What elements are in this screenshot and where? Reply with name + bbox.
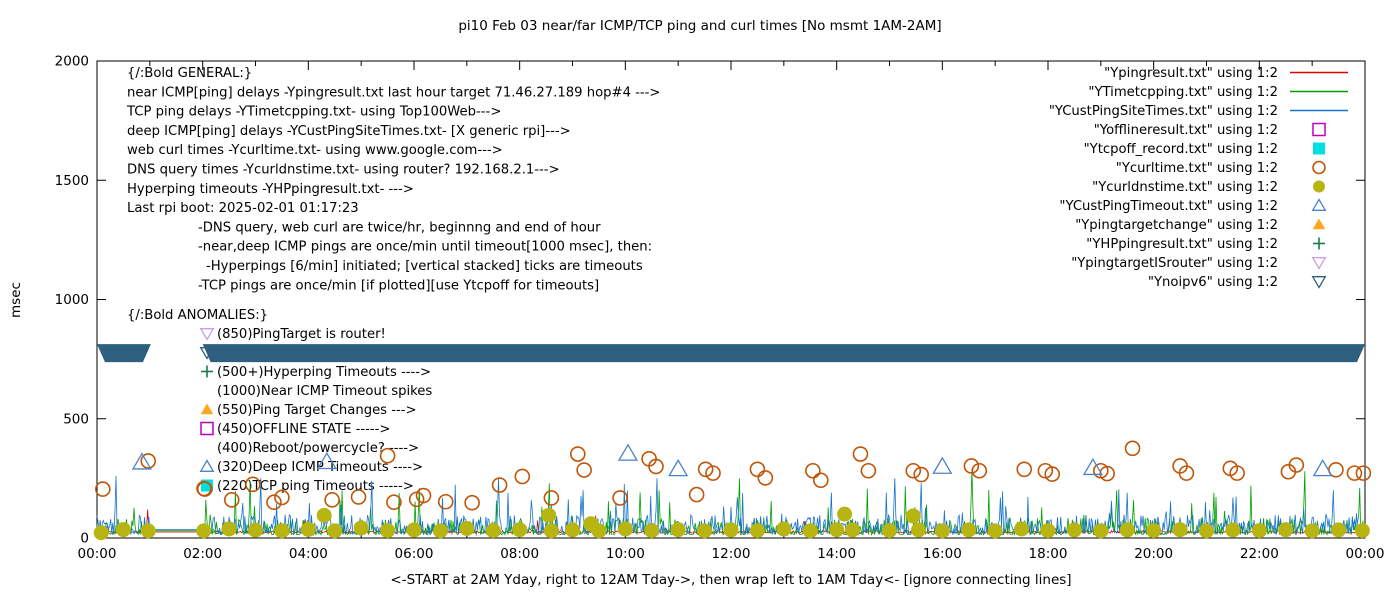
- legend-entry-label: "YHPpingresult.txt" using 1:2: [1086, 237, 1278, 252]
- marker-filled-circle: [1355, 523, 1370, 538]
- general-annotation-line: -near,deep ICMP pings are once/min until timeout[1000 msec], then:: [198, 239, 653, 255]
- band-Ynoipv6: [203, 344, 1365, 362]
- band-Ynoipv6: [97, 344, 151, 362]
- marker-filled-circle: [882, 523, 897, 538]
- marker-open-triangle-up: [1084, 459, 1102, 474]
- general-annotation-line: Hyperping timeouts -YHPpingresult.txt- --->: [127, 181, 414, 197]
- marker-filled-circle: [935, 523, 950, 538]
- circle-open: [1017, 462, 1031, 476]
- marker-filled-circle: [644, 523, 659, 538]
- circle-open: [861, 464, 875, 478]
- marker-open-circle: [1017, 462, 1031, 476]
- marker-open-circle: [814, 473, 828, 487]
- circle-filled: [541, 508, 556, 523]
- anomaly-label: (500+)Hyperping Timeouts ---->: [217, 365, 432, 380]
- marker-filled-circle: [1305, 523, 1320, 538]
- legend-entry-label: "YCustPingTimeout.txt" using 1:2: [1059, 199, 1278, 214]
- marker-filled-circle: [512, 522, 527, 537]
- marker-filled-circle: [1120, 522, 1135, 537]
- circle-open: [515, 469, 529, 483]
- marker-square-filled: [1313, 143, 1325, 155]
- circle-open: [325, 493, 339, 507]
- marker-open-circle: [972, 464, 986, 478]
- marker-filled-circle: [1093, 523, 1108, 538]
- triangle-up-filled: [1313, 219, 1326, 230]
- marker-open-circle: [493, 478, 507, 492]
- circle-filled: [1355, 523, 1370, 538]
- marker-open-circle: [225, 493, 239, 507]
- x-tick-label: 18:00: [1028, 546, 1068, 562]
- circle-filled: [1014, 521, 1029, 536]
- circle-filled: [845, 522, 860, 537]
- circle-filled: [750, 523, 765, 538]
- marker-filled-circle: [327, 523, 342, 538]
- circle-open: [544, 491, 558, 505]
- circle-filled: [1146, 523, 1161, 538]
- circle-filled: [591, 523, 606, 538]
- marker-filled-circle: [196, 523, 211, 538]
- x-tick-label: 12:00: [711, 546, 751, 562]
- circle-filled: [961, 522, 976, 537]
- x-tick-label: 22:00: [1239, 546, 1279, 562]
- circle-filled: [906, 509, 921, 524]
- marker-plus: [1313, 238, 1325, 250]
- marker-filled-circle: [1041, 523, 1056, 538]
- marker-filled-circle: [565, 522, 580, 537]
- circle-filled: [141, 523, 156, 538]
- circle-filled: [433, 523, 448, 538]
- marker-filled-circle: [837, 507, 852, 522]
- circle-open: [493, 478, 507, 492]
- marker-open-circle: [1126, 441, 1140, 455]
- x-tick-label: 04:00: [288, 546, 328, 562]
- marker-open-circle: [964, 459, 978, 473]
- general-annotation-line: -DNS query, web curl are twice/hr, beginnng and end of hour: [198, 220, 601, 236]
- legend-entry-label: "YTimetcpping.txt" using 1:2: [1088, 85, 1278, 100]
- marker-open-circle: [96, 482, 110, 496]
- legend-entry-label: "YpingtargetISrouter" using 1:2: [1071, 256, 1278, 271]
- marker-filled-circle: [1252, 523, 1267, 538]
- general-annotation-line: DNS query times -Ycurldnstime.txt- using router? 192.168.2.1--->: [127, 162, 560, 178]
- marker-filled-circle: [1014, 521, 1029, 536]
- circle-filled: [1041, 523, 1056, 538]
- marker-square-open: [1313, 124, 1325, 136]
- circle-filled: [407, 522, 422, 537]
- legend-entry-label: "Ypingresult.txt" using 1:2: [1104, 66, 1278, 81]
- marker-triangle-up-open: [1313, 200, 1326, 211]
- marker-open-triangle-up: [933, 458, 951, 473]
- marker-filled-circle: [1199, 523, 1214, 538]
- circle-filled: [882, 523, 897, 538]
- circle-filled: [1252, 523, 1267, 538]
- marker-filled-circle: [671, 522, 686, 537]
- anomaly-label: (850)PingTarget is router!: [217, 327, 386, 342]
- marker-open-circle: [267, 495, 281, 509]
- circle-open: [914, 468, 928, 482]
- marker-filled-circle: [486, 523, 501, 538]
- triangle-up-open: [933, 458, 951, 473]
- marker-filled-circle: [591, 523, 606, 538]
- circle-open: [465, 496, 479, 510]
- marker-filled-circle: [1225, 522, 1240, 537]
- legend-entry-label: "YCustPingSiteTimes.txt" using 1:2: [1048, 104, 1278, 119]
- x-tick-label: 02:00: [183, 546, 223, 562]
- circle-filled: [988, 523, 1003, 538]
- circle-filled: [354, 520, 369, 535]
- circle-open: [267, 495, 281, 509]
- marker-open-circle: [906, 464, 920, 478]
- circle-filled: [724, 522, 739, 537]
- y-tick-label: 2000: [54, 53, 89, 70]
- marker-filled-circle: [961, 522, 976, 537]
- marker-open-circle: [806, 464, 820, 478]
- general-annotation-line: {/:Bold GENERAL:}: [127, 66, 253, 81]
- circle-open: [972, 464, 986, 478]
- marker-filled-circle: [911, 522, 926, 537]
- marker-filled-circle: [407, 522, 422, 537]
- circle-filled: [248, 523, 263, 538]
- marker-open-circle: [577, 463, 591, 477]
- circle-filled: [697, 523, 712, 538]
- triangle-up-open: [1084, 459, 1102, 474]
- x-tick-label: 06:00: [394, 546, 434, 562]
- x-tick-label: 00:00: [77, 546, 117, 562]
- anomaly-label: (450)OFFLINE STATE ----->: [217, 422, 391, 437]
- anomaly-label: (550)Ping Target Changes --->: [217, 403, 417, 418]
- circle-open: [225, 493, 239, 507]
- triangle-down-open: [1313, 258, 1326, 269]
- general-annotation-line: TCP ping delays -YTimetcpping.txt- using Top100Web--->: [127, 104, 502, 120]
- chart-title: pi10 Feb 03 near/far ICMP/TCP ping and curl times [No msmt 1AM-2AM]: [458, 18, 942, 34]
- circle-filled: [94, 525, 109, 540]
- x-tick-label: 08:00: [500, 546, 540, 562]
- annotations: [126, 66, 661, 496]
- marker-open-triangle-up: [669, 460, 687, 475]
- marker-open-circle: [571, 447, 585, 461]
- triangle-up-open: [201, 461, 214, 472]
- marker-filled-circle: [1146, 523, 1161, 538]
- triangle-up-filled: [201, 404, 214, 415]
- marker-triangle-down-open: [1313, 258, 1326, 269]
- circle-filled: [317, 508, 332, 523]
- circle-filled: [837, 507, 852, 522]
- circle-filled: [671, 522, 686, 537]
- circle-open: [906, 464, 920, 478]
- circle-open: [571, 447, 585, 461]
- circle-open: [758, 471, 772, 485]
- circle-filled: [829, 522, 844, 537]
- circle-filled: [544, 523, 559, 538]
- marker-open-circle: [325, 493, 339, 507]
- marker-filled-circle: [116, 522, 131, 537]
- circle-filled: [274, 523, 289, 538]
- marker-square-open: [201, 423, 213, 435]
- circle-filled: [116, 522, 131, 537]
- legend-entry-label: "Ypingtargetchange" using 1:2: [1075, 218, 1278, 233]
- marker-filled-circle: [141, 523, 156, 538]
- circle-filled: [327, 523, 342, 538]
- marker-filled-circle: [317, 508, 332, 523]
- general-annotation-line: near ICMP[ping] delays -Ypingresult.txt last hour target 71.46.27.189 hop#4 --->: [127, 85, 661, 101]
- legend-entry-label: "Ytcpoff_record.txt" using 1:2: [1083, 142, 1278, 157]
- marker-open-circle: [544, 491, 558, 505]
- marker-filled-circle: [459, 521, 474, 536]
- circle-open: [806, 464, 820, 478]
- circle-filled: [1313, 181, 1325, 193]
- circle-open: [750, 462, 764, 476]
- circle-filled: [1093, 523, 1108, 538]
- marker-filled-circle: [1331, 522, 1346, 537]
- marker-filled-circle: [776, 521, 791, 536]
- circle-filled: [222, 521, 237, 536]
- circle-filled: [776, 521, 791, 536]
- triangle-up-open: [619, 445, 637, 460]
- marker-open-circle: [465, 496, 479, 510]
- marker-filled-circle: [380, 523, 395, 538]
- circle-filled: [1120, 522, 1135, 537]
- marker-plus: [201, 366, 213, 378]
- marker-filled-circle: [906, 509, 921, 524]
- y-tick-label: 1500: [54, 172, 89, 189]
- y-tick-label: 500: [63, 411, 89, 428]
- marker-filled-circle: [618, 521, 633, 536]
- marker-triangle-down-open: [1313, 277, 1326, 288]
- circle-open: [577, 463, 591, 477]
- x-tick-label: 14:00: [817, 546, 857, 562]
- y-tick-label: 1000: [54, 292, 89, 308]
- square-open: [201, 423, 213, 435]
- circle-filled: [1331, 522, 1346, 537]
- marker-filled-circle: [274, 523, 289, 538]
- marker-filled-circle: [1278, 522, 1293, 537]
- marker-triangle-down-open: [201, 329, 214, 340]
- anomaly-label: (400)Reboot/powercycle? ---->: [217, 441, 420, 456]
- marker-open-circle: [861, 464, 875, 478]
- circle-filled: [486, 523, 501, 538]
- circle-open: [1126, 441, 1140, 455]
- general-annotation-line: -TCP pings are once/min [if plotted][use Ytcpoff for timeouts]: [198, 278, 600, 294]
- legend-entry-label: "Yofflineresult.txt" using 1:2: [1093, 123, 1278, 138]
- marker-filled-circle: [750, 523, 765, 538]
- marker-triangle-up-filled: [1313, 219, 1326, 230]
- circle-open: [1313, 162, 1325, 174]
- marker-triangle-up-filled: [201, 404, 214, 415]
- marker-filled-circle: [541, 508, 556, 523]
- anomaly-label: (1000)Near ICMP Timeout spikes: [217, 384, 433, 399]
- marker-open-circle: [758, 471, 772, 485]
- marker-filled-circle: [724, 522, 739, 537]
- circle-filled: [1199, 523, 1214, 538]
- marker-filled-circle: [354, 520, 369, 535]
- circle-filled: [301, 522, 316, 537]
- circle-open: [814, 473, 828, 487]
- marker-filled-circle: [94, 525, 109, 540]
- circle-filled: [1173, 522, 1188, 537]
- circle-filled: [935, 523, 950, 538]
- legend-entry-label: "Ycurltime.txt" using 1:2: [1115, 161, 1278, 176]
- marker-filled-circle: [845, 522, 860, 537]
- marker-filled-circle: [988, 523, 1003, 538]
- square-filled: [1313, 143, 1325, 155]
- circle-filled: [196, 523, 211, 538]
- marker-filled-circle: [222, 521, 237, 536]
- marker-open-circle: [515, 469, 529, 483]
- scatter-Ycurldnstime.txt: [94, 507, 1370, 541]
- marker-filled-circle: [1067, 522, 1082, 537]
- anomaly-label: (320)Deep ICMP Timeouts ---->: [217, 460, 424, 475]
- general-annotation-line: -Hyperpings [6/min] initiated; [vertical stacked] ticks are timeouts: [206, 259, 643, 274]
- marker-triangle-up-open: [201, 461, 214, 472]
- circle-open: [439, 495, 453, 509]
- circle-filled: [512, 522, 527, 537]
- circle-open: [1356, 466, 1370, 480]
- marker-filled-circle: [433, 523, 448, 538]
- y-axis-label: msec: [8, 282, 24, 318]
- marker-open-triangle-up: [619, 445, 637, 460]
- triangle-up-open: [1313, 200, 1326, 211]
- circle-filled: [565, 522, 580, 537]
- circle-filled: [1225, 522, 1240, 537]
- marker-filled-circle: [1173, 522, 1188, 537]
- circle-filled: [618, 521, 633, 536]
- x-tick-label: 16:00: [922, 546, 962, 562]
- triangle-up-open: [669, 460, 687, 475]
- marker-open-circle: [853, 447, 867, 461]
- marker-open-circle: [914, 468, 928, 482]
- general-annotation-line: deep ICMP[ping] delays -YCustPingSiteTimes.txt- [X generic rpi]--->: [127, 123, 571, 139]
- circle-filled: [1278, 522, 1293, 537]
- legend-entry-label: "Ycurldnstime.txt" using 1:2: [1092, 180, 1278, 195]
- marker-circle-open: [1313, 162, 1325, 174]
- legend: [1049, 66, 1348, 290]
- x-tick-label: 00:00: [1345, 546, 1385, 562]
- marker-filled-circle: [301, 522, 316, 537]
- triangle-down-open: [1313, 277, 1326, 288]
- general-annotation-line: web curl times -Ycurltime.txt- using www.google.com--->: [127, 143, 503, 159]
- circle-filled: [803, 523, 818, 538]
- marker-filled-circle: [829, 522, 844, 537]
- marker-open-circle: [439, 495, 453, 509]
- marker-filled-circle: [248, 523, 263, 538]
- y-tick-label: 0: [80, 530, 89, 547]
- circle-filled: [644, 523, 659, 538]
- anomaly-label: (220)TCP ping Timeouts ----->: [217, 479, 414, 494]
- circle-filled: [911, 522, 926, 537]
- marker-open-circle: [690, 488, 704, 502]
- x-tick-label: 20:00: [1134, 546, 1174, 562]
- triangle-down-open: [201, 329, 214, 340]
- circle-open: [853, 447, 867, 461]
- x-axis-label: <-START at 2AM Yday, right to 12AM Tday->, then wrap left to 1AM Tday<- [ignore connecting lines]: [390, 572, 1072, 588]
- circle-filled: [459, 521, 474, 536]
- marker-circle-filled: [1313, 181, 1325, 193]
- circle-filled: [1305, 523, 1320, 538]
- marker-open-circle: [750, 462, 764, 476]
- marker-filled-circle: [803, 523, 818, 538]
- circle-filled: [380, 523, 395, 538]
- circle-filled: [1067, 522, 1082, 537]
- circle-open: [690, 488, 704, 502]
- general-annotation-line: Last rpi boot: 2025-02-01 01:17:23: [127, 201, 359, 217]
- marker-filled-circle: [544, 523, 559, 538]
- legend-entry-label: "Ynoipv6" using 1:2: [1147, 275, 1278, 290]
- circle-open: [964, 459, 978, 473]
- x-tick-label: 10:00: [605, 546, 645, 562]
- marker-filled-circle: [697, 523, 712, 538]
- circle-open: [96, 482, 110, 496]
- marker-open-circle: [1356, 466, 1370, 480]
- square-open: [1313, 124, 1325, 136]
- anomalies-header: {/:Bold ANOMALIES:}: [127, 308, 269, 323]
